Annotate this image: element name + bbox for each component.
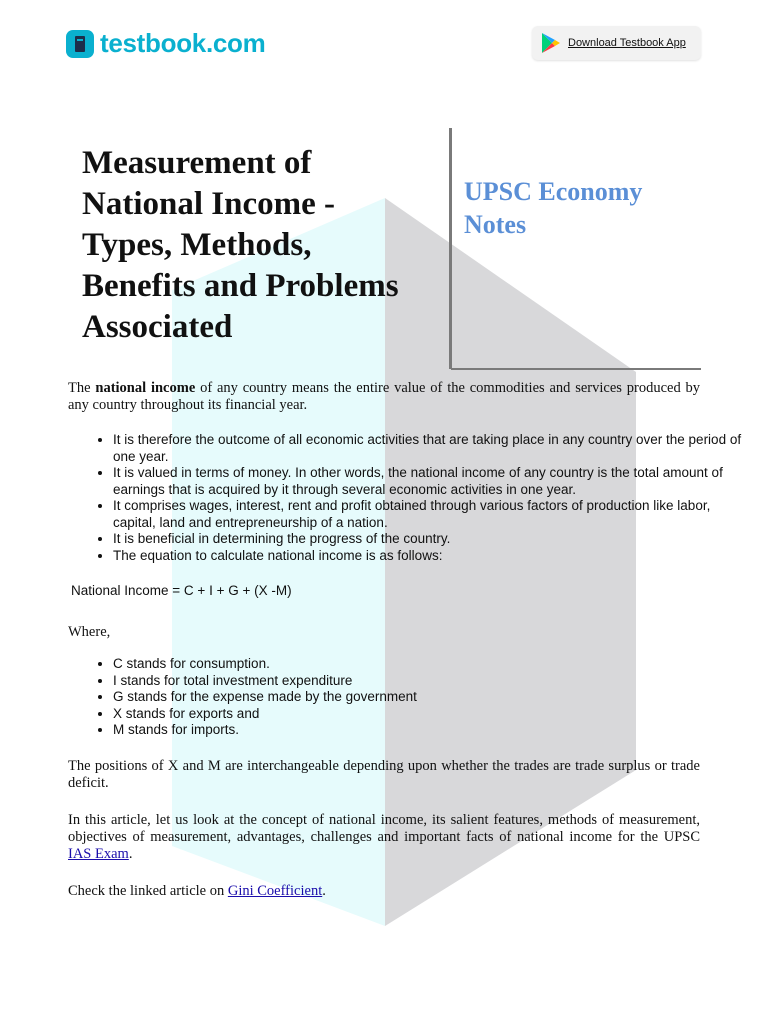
title-line: Types, Methods, — [82, 227, 312, 263]
book-icon — [66, 30, 94, 58]
list-item: • It comprises wages, interest, rent and profit obtained through various factors of production like labor, capital, land and entrepreneurship of a nation. — [113, 498, 743, 531]
list-item: • It is valued in terms of money. In other words, the national income of any country is the total amount of earnings that is acquired by it through several economic activities in one year. — [113, 465, 743, 498]
subtitle-line: UPSC Economy — [464, 177, 643, 206]
gini-coefficient-link[interactable]: Gini Coefficient — [227, 883, 323, 899]
download-app-button[interactable] — [532, 26, 701, 60]
play-store-icon — [541, 32, 561, 54]
list-item: • C stands for consumption. — [113, 656, 743, 673]
list-item: • X stands for exports and — [113, 706, 743, 723]
testbook-logo[interactable] — [66, 28, 265, 59]
where-label: Where, — [68, 624, 111, 640]
list-item: • It is beneficial in determining the progress of the country. — [113, 531, 743, 548]
bullet-list — [70, 432, 743, 564]
list-item: • It is therefore the outcome of all economic activities that are taking place in any country over the period of one year. — [113, 432, 743, 465]
page-title — [82, 143, 442, 348]
list-item: • M stands for imports. — [113, 722, 743, 739]
positions-paragraph: The positions of X and M are interchangeable depending upon whether the trades are trade surplus or trade deficit. — [68, 758, 700, 791]
list-item: • The equation to calculate national income is as follows: — [113, 548, 743, 565]
linked-article-paragraph: Check the linked article on Gini Coefficient. — [68, 883, 326, 899]
intro-paragraph: The national income of any country means the entire value of the commodities and services produced by any country throughout its financial year. — [68, 380, 701, 413]
title-line: Measurement of — [82, 145, 312, 181]
vertical-divider — [449, 128, 452, 369]
list-item: • G stands for the expense made by the government — [113, 689, 743, 706]
title-line: Benefits and Problems — [82, 268, 399, 304]
list-item: • I stands for total investment expenditure — [113, 673, 743, 690]
article-paragraph: In this article, let us look at the concept of national income, its salient features, methods of measurement, objectives of measurement, advantages, challenges and important facts of national income for the UPSC IAS Exam. — [68, 812, 700, 862]
logo-text: testbook.com — [100, 28, 266, 58]
national-income-term: national income — [95, 380, 196, 396]
horizontal-divider — [451, 368, 701, 370]
download-app-label: Download Testbook App — [568, 37, 686, 49]
equation: National Income = C + I + G + (X -M) — [71, 583, 292, 598]
subtitle-line: Notes — [464, 210, 527, 239]
title-line: National Income - — [82, 186, 335, 222]
definitions-list — [70, 656, 743, 739]
section-subtitle — [464, 175, 694, 241]
ias-exam-link[interactable]: IAS Exam — [68, 846, 129, 862]
title-line: Associated — [82, 309, 233, 345]
